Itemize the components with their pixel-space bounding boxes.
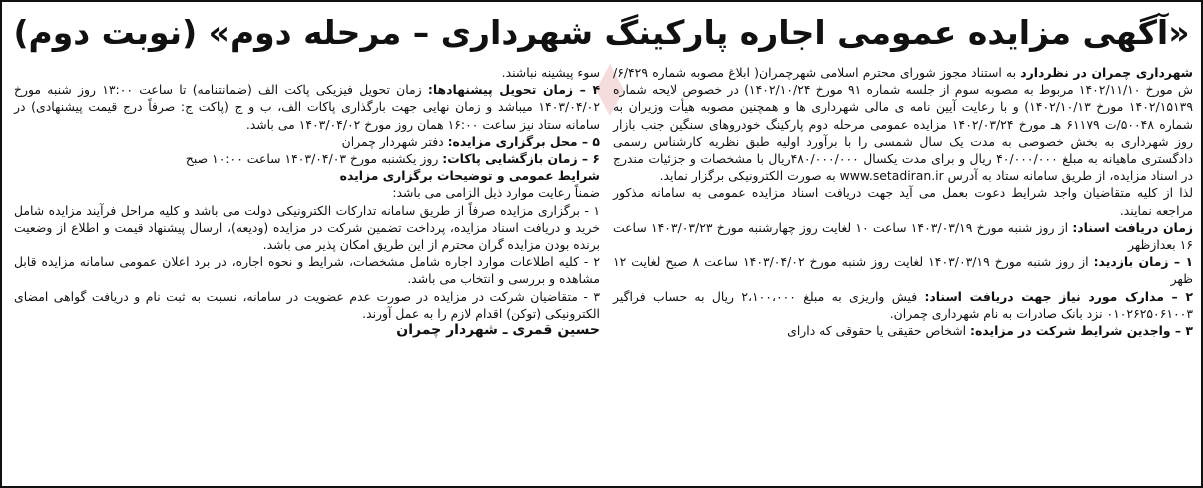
delivery-text: زمان تحویل فیزیکی پاکت الف (ضمانتنامه) تا ساعت ۱۳:۰۰ روز شنبه مورخ ۱۴۰۳/۰۴/۰۲ میباشد و زمان نهایی جهت بارگذاری پاکات الف، ب و ج (پاکت ج: صرفاً درج قیمت پیشنهادی) در سامانه ستاد نیز ساعت ۱۶:۰۰ همان روز مورخ ۱۴۰۳/۰۴/۰۲ می باشد.	[14, 82, 600, 132]
place-text: دفتر شهردار چمران	[341, 133, 448, 149]
conditions-heading: شرایط عمومی و توضیحات برگزاری مزایده	[339, 168, 600, 184]
opening-label: ۶ – زمان بازگشایی پاکات:	[442, 151, 600, 167]
signature: حسین قمری ـ شهردار چمران	[396, 322, 600, 339]
place-paragraph	[14, 133, 600, 150]
opening-text: روز یکشنبه مورخ ۱۴۰۳/۰۴/۰۳ ساعت ۱۰:۰۰ صبح	[185, 151, 443, 167]
docs-text: فیش واریزی به مبلغ ۲،۱۰۰،۰۰۰ ریال به حساب فراگیر ۰۱۰۲۶۲۵۰۶۱۰۰۳ نزد بانک صادرات به نام شهرداری چمران.	[613, 288, 1193, 321]
intro-paragraph	[613, 64, 1193, 184]
delivery-paragraph	[14, 81, 600, 133]
conditions-intro: ضمناً رعایت موارد ذیل الزامی می باشد:	[392, 185, 600, 201]
condition-item-2: ۲ - کلیه اطلاعات موارد اجاره شامل مشخصات، شرایط و نحوه اجاره، در برد اعلان عمومی سامانه مزایده قابل مشاهده و بررسی و انتخاب می باشد.	[14, 254, 600, 287]
docs-label: ۲ – مدارک مورد نیاز جهت دریافت اسناد:	[924, 288, 1194, 304]
intro-bold: شهرداری چمران در نظردارد	[1020, 65, 1193, 80]
eligibility-paragraph	[613, 322, 1193, 339]
left-column	[14, 64, 600, 339]
condition-item-3: ۳ - متقاضیان شرکت در مزایده در صورت عدم عضویت در سامانه، نسبت به ثبت نام و دریافت گواهی امضای الکترونیکی (توکن) اقدام لازم را به عمل آورند.	[14, 288, 600, 321]
receive-label: زمان دریافت اسناد:	[1072, 219, 1193, 235]
eligibility-label: ۳ – واجدین شرایط شرکت در مزایده:	[970, 323, 1193, 339]
condition-item-1: ۱ - برگزاری مزایده صرفاً از طریق سامانه تدارکات الکترونیکی دولت می باشد و کلیه مراحل فرآیند مزایده شامل خرید و دریافت اسناد مزایده، پرداخت تضمین شرکت در مزایده (ودیعه)، ارسال پیشنهاد قیمت و اطلاع از وضعیت برنده بودن مزایده گران محترم از این طریق امکان پذیر می باشد.	[14, 202, 600, 253]
intro-text: به استناد مجوز شورای محترم اسلامی شهرچمران( ابلاغ مصوبه شماره ۶/۴۲۹/ش مورخ ۱۴۰۲/۱۱/۱۰ مربوط به مصوبه سوم از جلسه شماره ۹۱ مورخ ۱۴۰۲/۱۰/۲۴) در خصوص لایحه شماره ۱۴۰۲/۱۵۱۳۹ مورخ ۱۴۰۲/۱۰/۱۳) و با رعایت آیین نامه ی مالی شهرداری ها و همچنین مصوبه هیأت وزیران به شماره ۵۰۰۴۸/ت ۶۱۱۷۹ هـ مورخ ۱۴۰۲/۰۳/۲۴ مزایده عمومی مرحله دوم پارکینگ خودروهای سنگین جنب بازار روز شهرداری به بخش خصوصی به مدت یک سال شمسی را با برآورد اولیه طبق نظریه کارشناس رسمی دادگستری ماهیانه به مبلغ ۴۰/۰۰۰/۰۰۰ ریال و برای مدت یکسال ۴۸۰/۰۰۰/۰۰۰ریال با مشخصات و جزئیات مندرج در اسناد مزایده، از طریق سامانه ستاد به آدرس www.setadiran.ir به صورت الکترونیکی برگزار نماید.	[613, 65, 1194, 184]
delivery-label: ۴ – زمان تحویل پیشنهادها:	[427, 82, 601, 98]
receive-paragraph	[613, 219, 1193, 253]
visit-paragraph	[613, 253, 1193, 287]
opening-paragraph	[14, 150, 600, 167]
visit-text: از روز شنبه مورخ ۱۴۰۳/۰۳/۱۹ لغایت روز شنبه مورخ ۱۴۰۳/۰۴/۰۲ ساعت ۸ صبح لغایت ۱۲ ظهر	[613, 254, 1193, 287]
continuation-text: سوء پیشینه نباشند.	[501, 65, 600, 80]
receive-text: از روز شنبه مورخ ۱۴۰۳/۰۳/۱۹ ساعت ۱۰ لغایت روز چهارشنبه مورخ ۱۴۰۳/۰۳/۲۳ ساعت ۱۶ بعدازظهر	[613, 219, 1193, 253]
visit-label: ۱ – زمان بازدید:	[1093, 254, 1194, 270]
place-label: ۵ – محل برگزاری مزایده:	[447, 133, 600, 149]
eligibility-text: اشخاص حقیقی یا حقوقی که دارای	[787, 323, 971, 339]
right-column	[613, 64, 1193, 339]
docs-paragraph	[613, 288, 1193, 322]
invite-paragraph: لذا از کلیه متقاضیان واجد شرایط دعوت بعمل می آید جهت دریافت اسناد مزایده عمومی به سامانه مذکور مراجعه نمایند.	[613, 185, 1193, 218]
notice-title: «آگهی مزایده عمومی اجاره پارکینگ شهرداری – مرحله دوم» (نوبت دوم)	[13, 13, 1190, 52]
